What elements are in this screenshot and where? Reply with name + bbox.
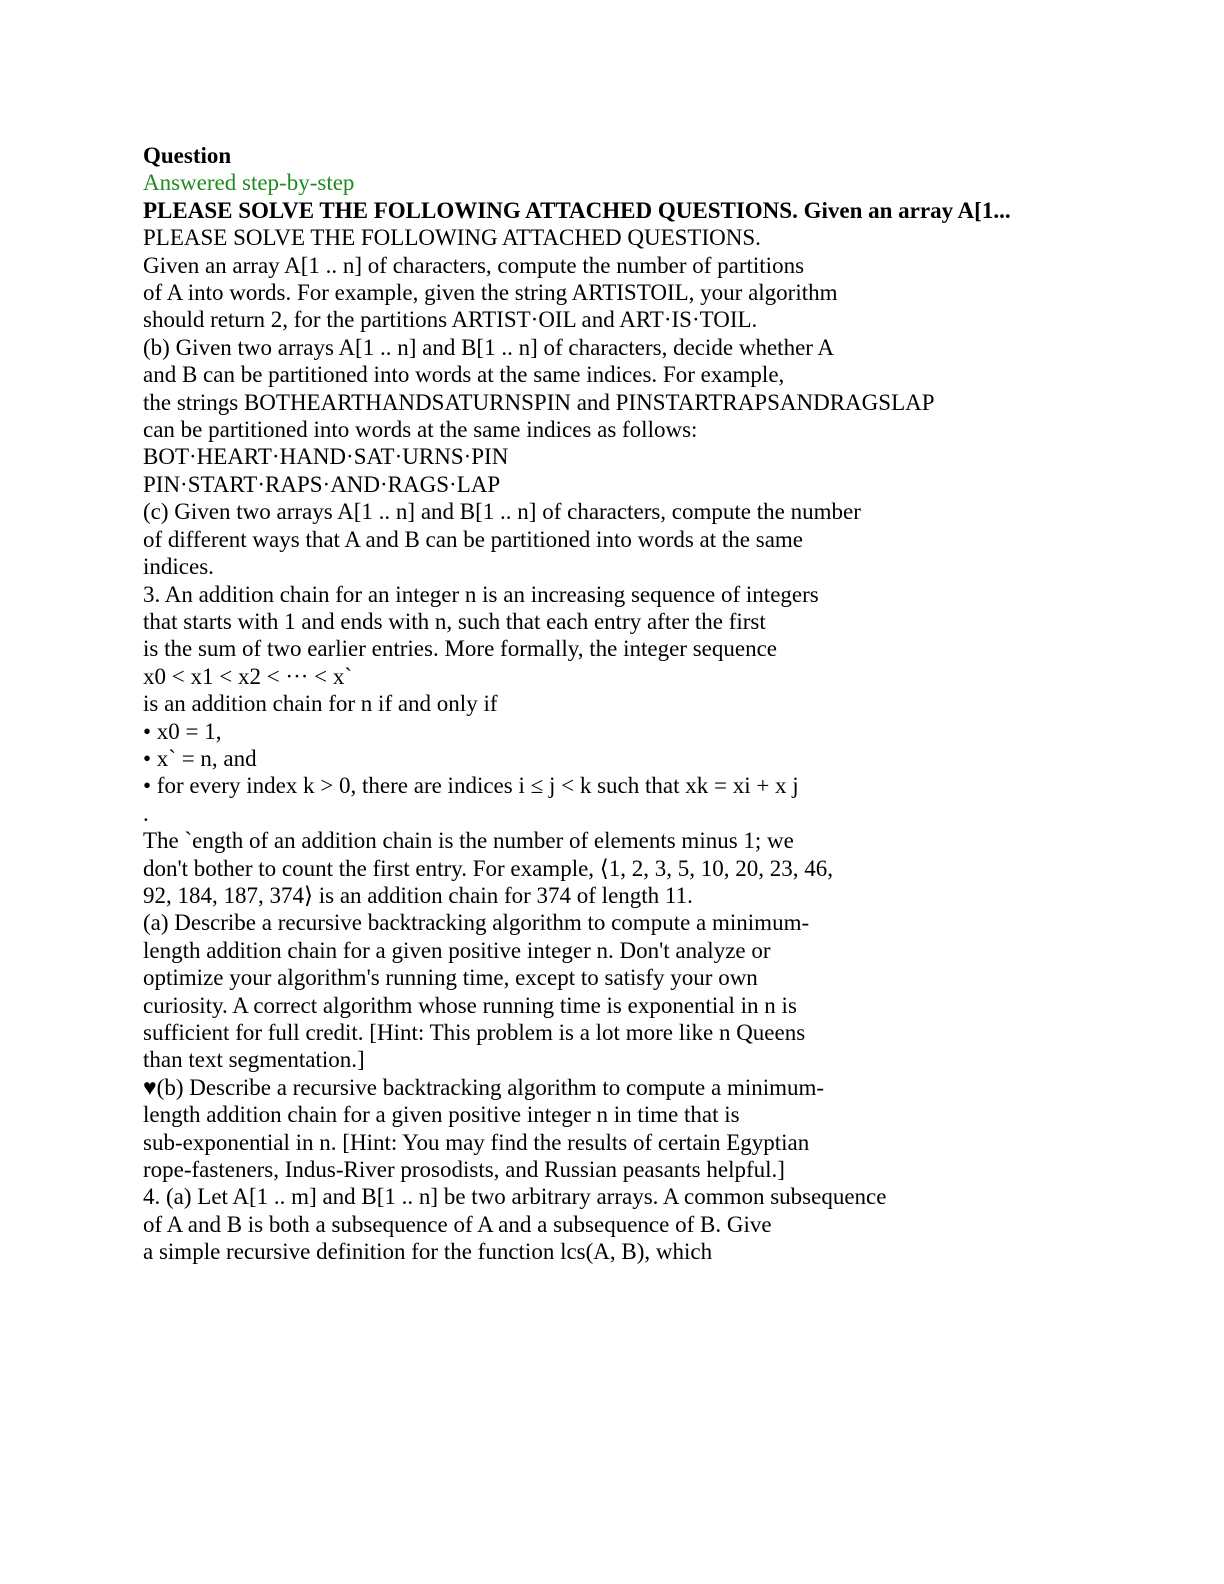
body-line: PIN·START·RAPS·AND·RAGS·LAP (143, 471, 501, 497)
body-line: than text segmentation.] (143, 1047, 365, 1073)
body-line: should return 2, for the partitions ARTIST·OIL and ART·IS·TOIL. (143, 307, 758, 333)
body-line: • for every index k > 0, there are indices i ≤ j < k such that xk = xi + x j (143, 773, 799, 799)
body-line: sub-exponential in n. [Hint: You may find the results of certain Egyptian (143, 1129, 810, 1155)
body-line: and B can be partitioned into words at the same indices. For example, (143, 362, 785, 388)
document-page (143, 142, 1143, 1266)
body-line: is an addition chain for n if and only if (143, 691, 498, 717)
body-line: The `ength of an addition chain is the number of elements minus 1; we (143, 828, 794, 854)
body-line: BOT·HEART·HAND·SAT·URNS·PIN (143, 444, 509, 470)
answer-status: Answered step-by-step (143, 170, 355, 196)
body-line: • x0 = 1, (143, 718, 222, 744)
body-line: length addition chain for a given positive integer n. Don't analyze or (143, 937, 771, 963)
body-line: ♥(b) Describe a recursive backtracking algorithm to compute a minimum- (143, 1074, 825, 1100)
page-heading: Question (143, 143, 232, 168)
body-line: of different ways that A and B can be partitioned into words at the same (143, 526, 804, 552)
body-line: 4. (a) Let A[1 .. m] and B[1 .. n] be two arbitrary arrays. A common subsequence (143, 1184, 887, 1210)
body-line: optimize your algorithm's running time, except to satisfy your own (143, 965, 758, 991)
body-line: is the sum of two earlier entries. More formally, the integer sequence (143, 636, 777, 662)
body-line: don't bother to count the first entry. For example, ⟨1, 2, 3, 5, 10, 20, 23, 46, (143, 855, 834, 881)
body-line: can be partitioned into words at the same indices as follows: (143, 417, 698, 443)
body-line: a simple recursive definition for the function lcs(A, B), which (143, 1239, 713, 1265)
body-line: that starts with 1 and ends with n, such that each entry after the first (143, 608, 766, 634)
body-line: rope-fasteners, Indus-River prosodists, and Russian peasants helpful.] (143, 1157, 785, 1183)
body-line: (a) Describe a recursive backtracking algorithm to compute a minimum- (143, 910, 810, 936)
body-line: indices. (143, 554, 214, 580)
body-line: PLEASE SOLVE THE FOLLOWING ATTACHED QUESTIONS. (143, 225, 761, 251)
body-line: . (143, 800, 149, 826)
body-line: • x` = n, and (143, 745, 257, 771)
body-line: sufficient for full credit. [Hint: This problem is a lot more like n Queens (143, 1020, 806, 1045)
body-line: (b) Given two arrays A[1 .. n] and B[1 .. n] of characters, decide whether A (143, 334, 835, 360)
body-line: 3. An addition chain for an integer n is an increasing sequence of integers (143, 581, 819, 607)
body-line: x0 < x1 < x2 < ··· < x` (143, 663, 353, 689)
body-line: Given an array A[1 .. n] of characters, compute the number of partitions (143, 252, 805, 278)
body-line: curiosity. A correct algorithm whose running time is exponential in n is (143, 992, 797, 1018)
body-line: 92, 184, 187, 374⟩ is an addition chain for 374 of length 11. (143, 882, 693, 908)
body-line: of A into words. For example, given the string ARTISTOIL, your algorithm (143, 280, 838, 306)
body-line: the strings BOTHEARTHANDSATURNSPIN and PINSTARTRAPSANDRAGSLAP (143, 389, 935, 415)
question-body (143, 224, 1143, 1265)
body-line: of A and B is both a subsequence of A and a subsequence of B. Give (143, 1211, 772, 1237)
body-line: (c) Given two arrays A[1 .. n] and B[1 .. n] of characters, compute the number (143, 499, 861, 525)
body-line: length addition chain for a given positive integer n in time that is (143, 1102, 740, 1128)
question-title: PLEASE SOLVE THE FOLLOWING ATTACHED QUESTIONS. Given an array A[1... (143, 197, 1011, 223)
